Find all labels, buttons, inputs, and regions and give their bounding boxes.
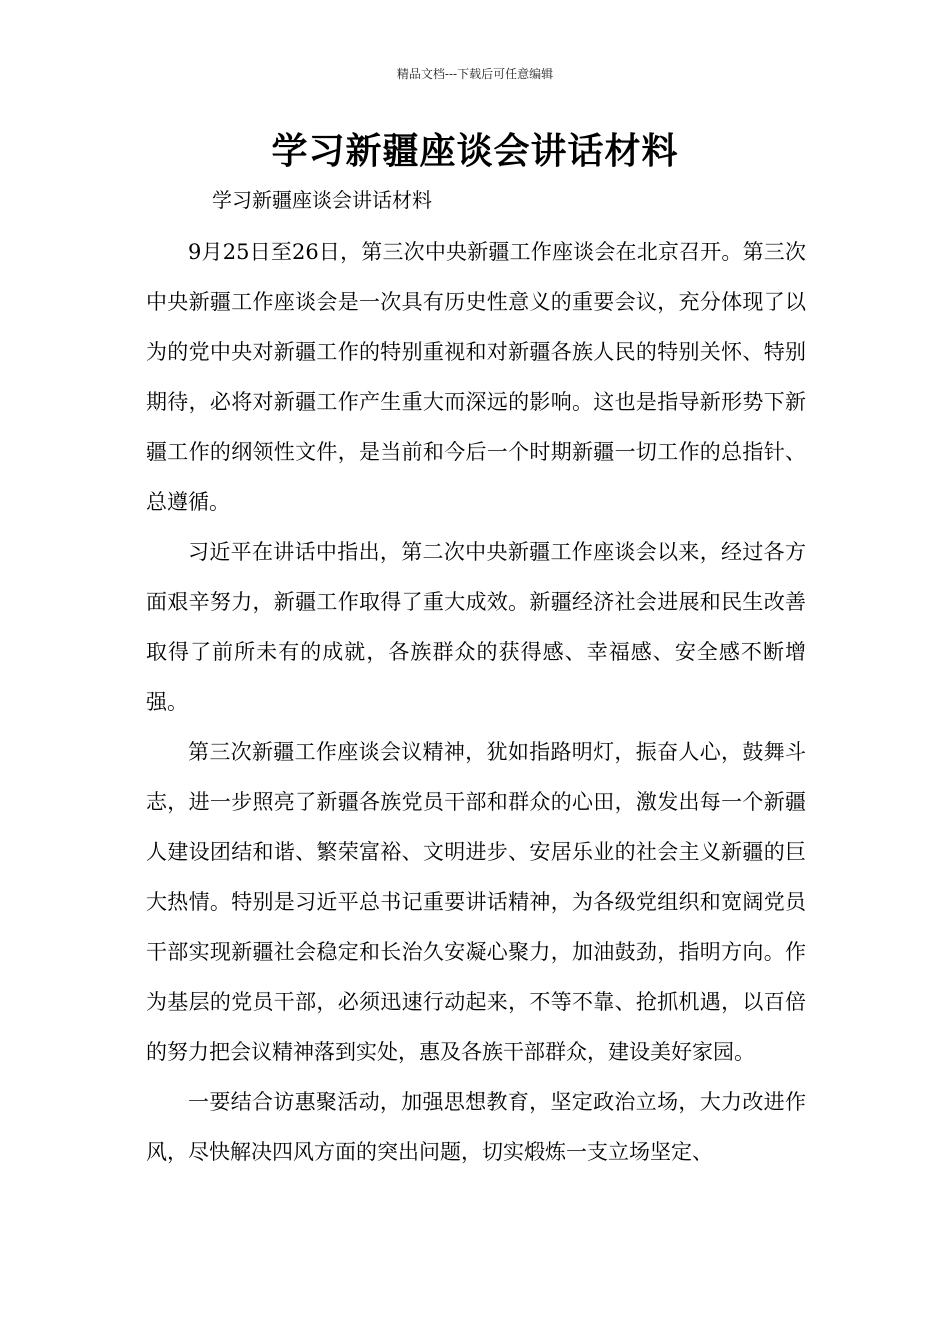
document-body bbox=[146, 227, 806, 1177]
document-subtitle: 学习新疆座谈会讲话材料 bbox=[212, 188, 432, 212]
paragraph: 9月25日至26日，第三次中央新疆工作座谈会在北京召开。第三次中央新疆工作座谈会是一次具有历史性意义的重要会议，充分体现了以为的党中央对新疆工作的特别重视和对新疆各族人民的特别关怀、特别期待，必将对新疆工作产生重大而深远的影响。这也是指导新形势下新疆工作的纲领性文件，是当前和今后一个时期新疆一切工作的总指针、总遵循。 bbox=[146, 240, 806, 514]
document-title: 学习新疆座谈会讲话材料 bbox=[271, 131, 679, 172]
paragraph: 习近平在讲话中指出，第二次中央新疆工作座谈会以来，经过各方面艰辛努力，新疆工作取得了重大成效。新疆经济社会进展和民生改善取得了前所未有的成就，各族群众的获得感、幸福感、安全感不断增强。 bbox=[146, 540, 806, 714]
header-note: 精品文档---下载后可任意编辑 bbox=[396, 67, 554, 81]
paragraph: 第三次新疆工作座谈会议精神，犹如指路明灯，振奋人心，鼓舞斗志，进一步照亮了新疆各族党员干部和群众的心田，激发出每一个新疆人建设团结和谐、繁荣富裕、文明进步、安居乐业的社会主义新疆的巨大热情。特别是习近平总书记重要讲话精神，为各级党组织和宽阔党员干部实现新疆社会稳定和长治久安凝心聚力，加油鼓劲，指明方向。作为基层的党员干部，必须迅速行动起来，不等不靠、抢抓机遇，以百倍的努力把会议精神落到实处，惠及各族干部群众，建设美好家园。 bbox=[146, 740, 806, 1064]
paragraph: 一要结合访惠聚活动，加强思想教育，坚定政治立场，大力改进作风，尽快解决四风方面的突出问题，切实煅炼一支立场坚定、 bbox=[146, 1090, 806, 1164]
